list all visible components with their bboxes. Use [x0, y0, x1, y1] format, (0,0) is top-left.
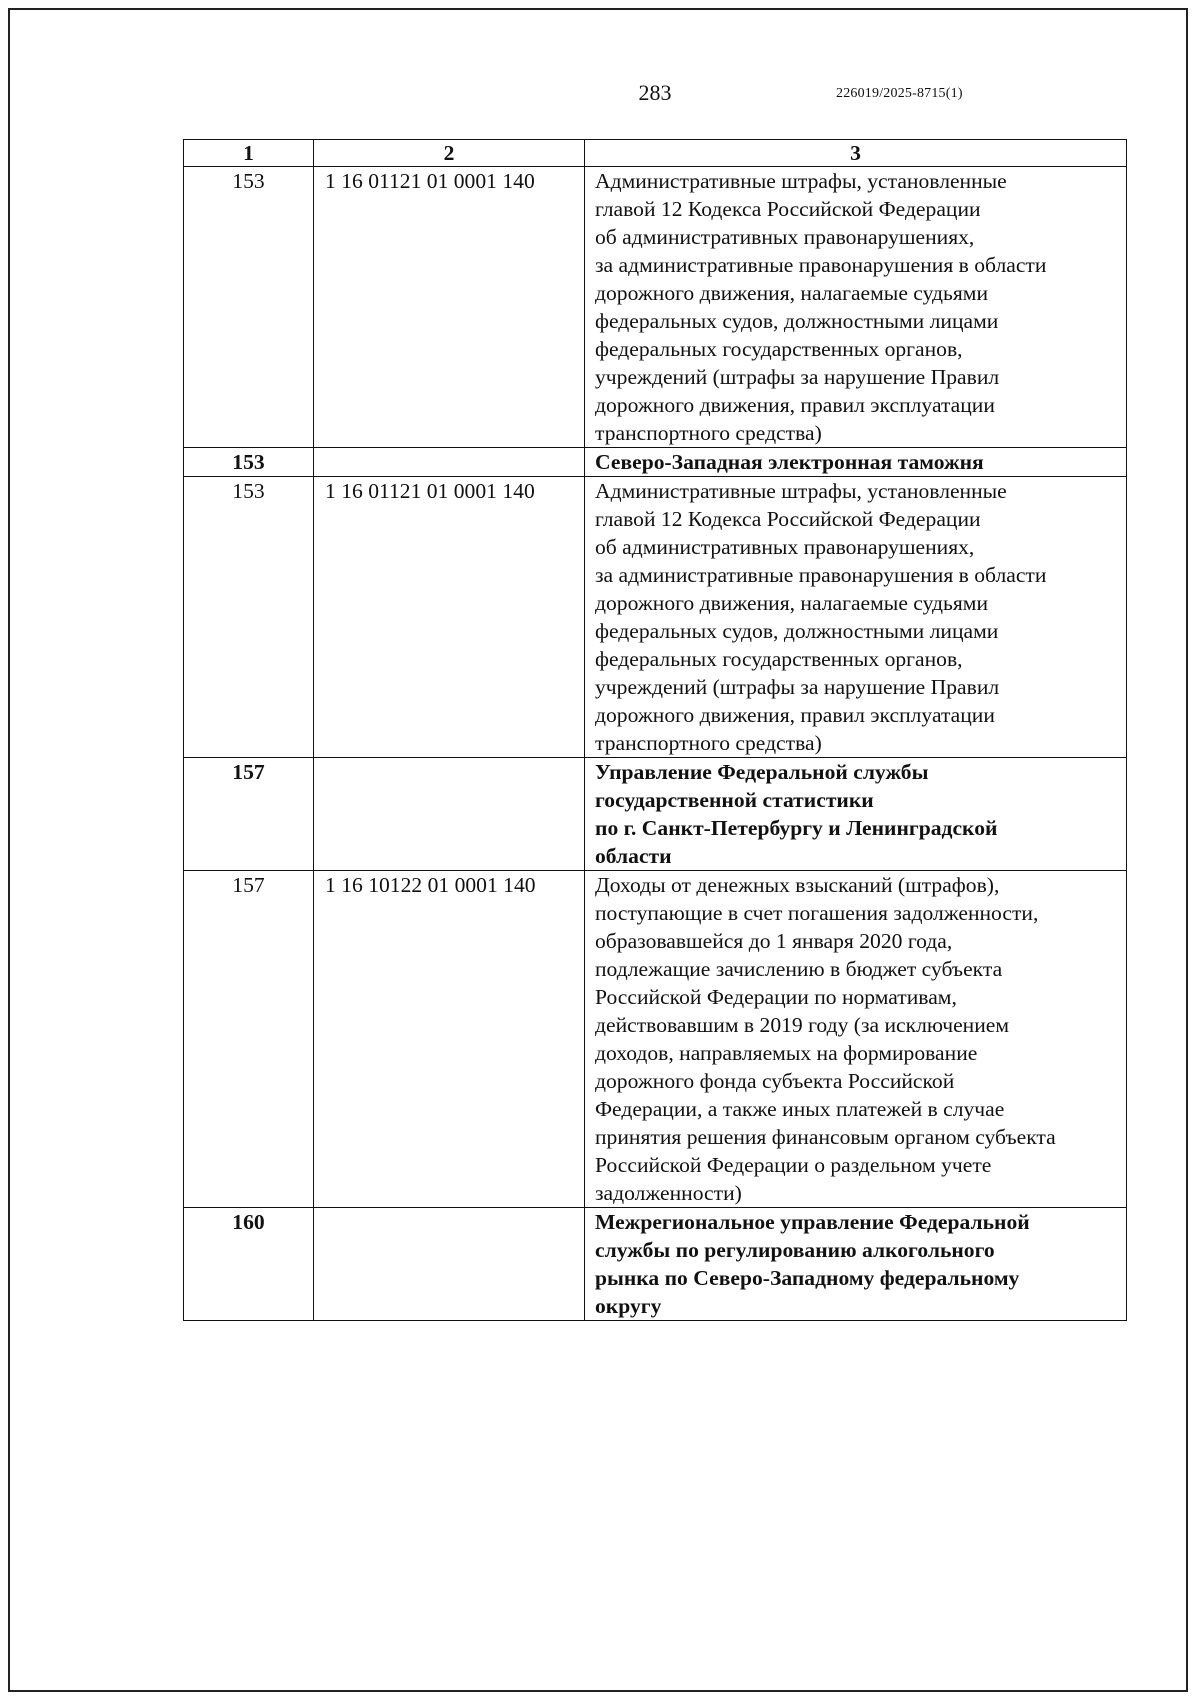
table-row [184, 871, 1127, 1208]
table-row-group-header [184, 1208, 1127, 1321]
description-line: за административные правонарушения в области [595, 563, 1047, 587]
description-line: федеральных государственных органов, [595, 647, 963, 671]
budget-code: 1 16 01121 01 0001 140 [314, 477, 585, 758]
row-number: 160 [184, 1208, 314, 1321]
table-row [184, 167, 1127, 448]
budget-code [314, 1208, 585, 1321]
row-description [585, 871, 1127, 1208]
row-number: 157 [184, 758, 314, 871]
description-line: Управление Федеральной службы [595, 760, 929, 784]
budget-code [314, 448, 585, 477]
description-line: поступающие в счет погашения задолженности, [595, 901, 1039, 925]
description-line: об административных правонарушениях, [595, 535, 975, 559]
document-id: 226019/2025-8715(1) [836, 86, 963, 101]
description-line: федеральных судов, должностными лицами [595, 619, 999, 643]
description-line: транспортного средства) [595, 731, 822, 755]
description-line: федеральных судов, должностными лицами [595, 309, 999, 333]
description-line: области [595, 844, 672, 868]
description-line: подлежащие зачислению в бюджет субъекта [595, 957, 1003, 981]
agency-name [585, 758, 1127, 871]
table-row [184, 477, 1127, 758]
column-header-2: 2 [314, 140, 585, 167]
description-line: Российской Федерации о раздельном учете [595, 1153, 992, 1177]
description-line: Административные штрафы, установленные [595, 169, 1007, 193]
description-line: дорожного движения, налагаемые судьями [595, 281, 989, 305]
description-line: образовавшейся до 1 января 2020 года, [595, 929, 953, 953]
agency-name [585, 1208, 1127, 1321]
table-header-row [184, 140, 1127, 167]
description-line: Межрегиональное управление Федеральной [595, 1210, 1030, 1234]
description-line: Доходы от денежных взысканий (штрафов), [595, 873, 1000, 897]
row-description [585, 477, 1127, 758]
description-line: дорожного движения, правил эксплуатации [595, 703, 995, 727]
row-description [585, 167, 1127, 448]
description-line: округу [595, 1294, 662, 1318]
table-row-group-header [184, 758, 1127, 871]
description-line: рынка по Северо-Западному федеральному [595, 1266, 1020, 1290]
description-line: учреждений (штрафы за нарушение Правил [595, 675, 1000, 699]
description-line: действовавшим в 2019 году (за исключением [595, 1013, 1010, 1037]
description-line: Российской Федерации по нормативам, [595, 985, 957, 1009]
description-line: учреждений (штрафы за нарушение Правил [595, 365, 1000, 389]
row-number: 153 [184, 167, 314, 448]
table-row-group-header [184, 448, 1127, 477]
description-line: об административных правонарушениях, [595, 225, 975, 249]
description-line: государственной статистики [595, 788, 874, 812]
description-line: службы по регулированию алкогольного [595, 1238, 995, 1262]
budget-code: 1 16 01121 01 0001 140 [314, 167, 585, 448]
description-line: Северо-Западная электронная таможня [595, 450, 984, 474]
description-line: главой 12 Кодекса Российской Федерации [595, 507, 981, 531]
description-line: по г. Санкт-Петербургу и Ленинградской [595, 816, 998, 840]
budget-code: 1 16 10122 01 0001 140 [314, 871, 585, 1208]
page-number: 283 [638, 80, 672, 105]
row-number: 157 [184, 871, 314, 1208]
description-line: доходов, направляемых на формирование [595, 1041, 978, 1065]
description-line: задолженности) [595, 1181, 742, 1205]
description-line: принятия решения финансовым органом субъекта [595, 1125, 1056, 1149]
row-number: 153 [184, 448, 314, 477]
description-line: Административные штрафы, установленные [595, 479, 1007, 503]
description-line: дорожного фонда субъекта Российской [595, 1069, 955, 1093]
agency-name [585, 448, 1127, 477]
description-line: за административные правонарушения в области [595, 253, 1047, 277]
description-line: дорожного движения, налагаемые судьями [595, 591, 989, 615]
description-line: дорожного движения, правил эксплуатации [595, 393, 995, 417]
description-line: главой 12 Кодекса Российской Федерации [595, 197, 981, 221]
budget-code [314, 758, 585, 871]
row-number: 153 [184, 477, 314, 758]
column-header-3: 3 [585, 140, 1127, 167]
column-header-1: 1 [184, 140, 314, 167]
description-line: федеральных государственных органов, [595, 337, 963, 361]
description-line: Федерации, а также иных платежей в случае [595, 1097, 1005, 1121]
description-line: транспортного средства) [595, 421, 822, 445]
budget-codes-table [183, 139, 1127, 1321]
